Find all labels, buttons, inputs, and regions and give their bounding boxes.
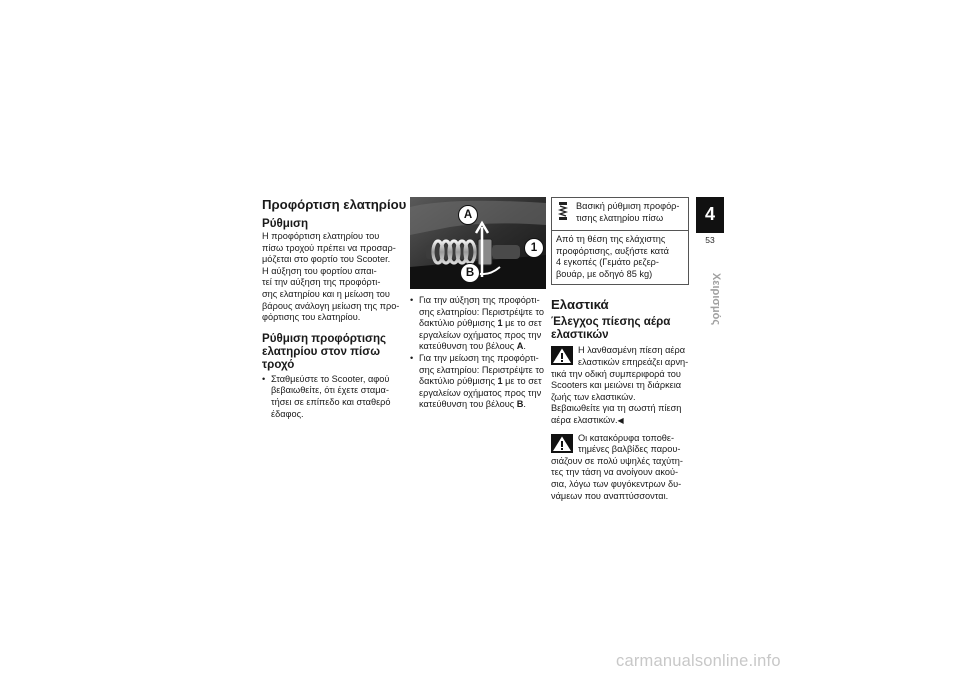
column-left: [262, 197, 408, 420]
list-item: • Σταθμεύστε το Scooter, αφού βεβαιωθείτε, ότι έχετε σταμα- τήσει σε επίπεδο και σταθερό έδαφος.: [262, 374, 408, 420]
list-item-decrease: • Για την μείωση της προφόρτι- σης ελατηρίου: Περιστρέψτε το δακτύλιο ρύθμισης 1 με το σετ εργαλείων οχήματος προς την κατεύθυνση του βέλους B.: [410, 353, 546, 411]
warning-triangle-icon: [551, 434, 573, 453]
instruction-list: [262, 374, 408, 420]
intro-paragraph: Η προφόρτιση ελατηρίου του πίσω τροχού πρέπει να προσαρ- μόζεται στο φορτίο του Scooter. Η αύξηση του φορτίου απαι- τεί την αύξηση της προφόρτι- σης ελατηρίου και η μείωση του βάρους ανάλογη μείωση της προ- φόρτισης του ελατηρίου.: [262, 231, 400, 323]
warning-tyre-pressure: Η λανθασμένη πίεση αέρα ελαστικών επηρεάζει αρνη- τικά την οδική συμπεριφορά του Scooters και μειώνει τη διάρκεια ζωής των ελαστικών. Βεβαιωθείτε για τη σωστή πίεση αέρα ελαστικών.◀: [551, 345, 689, 425]
subheading-adjustment: Ρύθμιση: [262, 217, 309, 230]
section-title-tyres: Ελαστικά: [551, 297, 609, 313]
callout-1: 1: [524, 238, 544, 258]
column-middle: [410, 197, 546, 411]
subheading-rear-preload: Ρύθμιση προφόρτισης ελατηρίου στον πίσω τροχό: [262, 331, 387, 371]
section-title-spring-preload: Προφόρτιση ελατηρίου: [262, 197, 407, 212]
shock-absorber-photo: [410, 197, 546, 289]
list-item-increase: • Για την αύξηση της προφόρτι- σης ελατηρίου: Περιστρέψτε το δακτύλιο ρύθμισης 1 με το σετ εργαλείων οχήματος προς την κατεύθυνση του βέλους A.: [410, 295, 546, 353]
basic-setting-box: [551, 197, 689, 285]
spring-adjust-icon: [556, 201, 576, 226]
subheading-tyre-pressure: Έλεγχος πίεσης αέρα ελαστικών: [551, 315, 671, 342]
warning-triangle-icon: [551, 346, 573, 365]
watermark: carmanualsonline.info: [616, 652, 781, 670]
chapter-tab: 4: [696, 197, 724, 233]
page-number: 53: [705, 235, 715, 245]
basic-setting-body: Από τη θέση της ελάχιστης προφόρτισης, αυξήστε κατά 4 εγκοπές (Γεμάτο ρεζερ- βουάρ, με οδηγό 85 kg): [556, 234, 669, 279]
instruction-list: [410, 295, 546, 411]
section-label-vertical: Χειρισμός: [710, 272, 722, 326]
callout-b: B: [460, 263, 480, 283]
end-marker: ◀: [617, 415, 624, 425]
column-right: [551, 197, 689, 502]
callout-a: A: [458, 205, 478, 225]
warning-valves: Οι κατακόρυφα τοποθε- τημένες βαλβίδες παρου- σιάζουν σε πολύ υψηλές ταχύτη- τες την τάση να ανοίγουν ακού- σια, λόγω των φυγόκεντρων δυ- νάμεων που αναπτύσσονται.: [551, 432, 683, 501]
basic-setting-header: Βασική ρύθμιση προφόρ- τισης ελατηρίου πίσω: [552, 198, 688, 231]
